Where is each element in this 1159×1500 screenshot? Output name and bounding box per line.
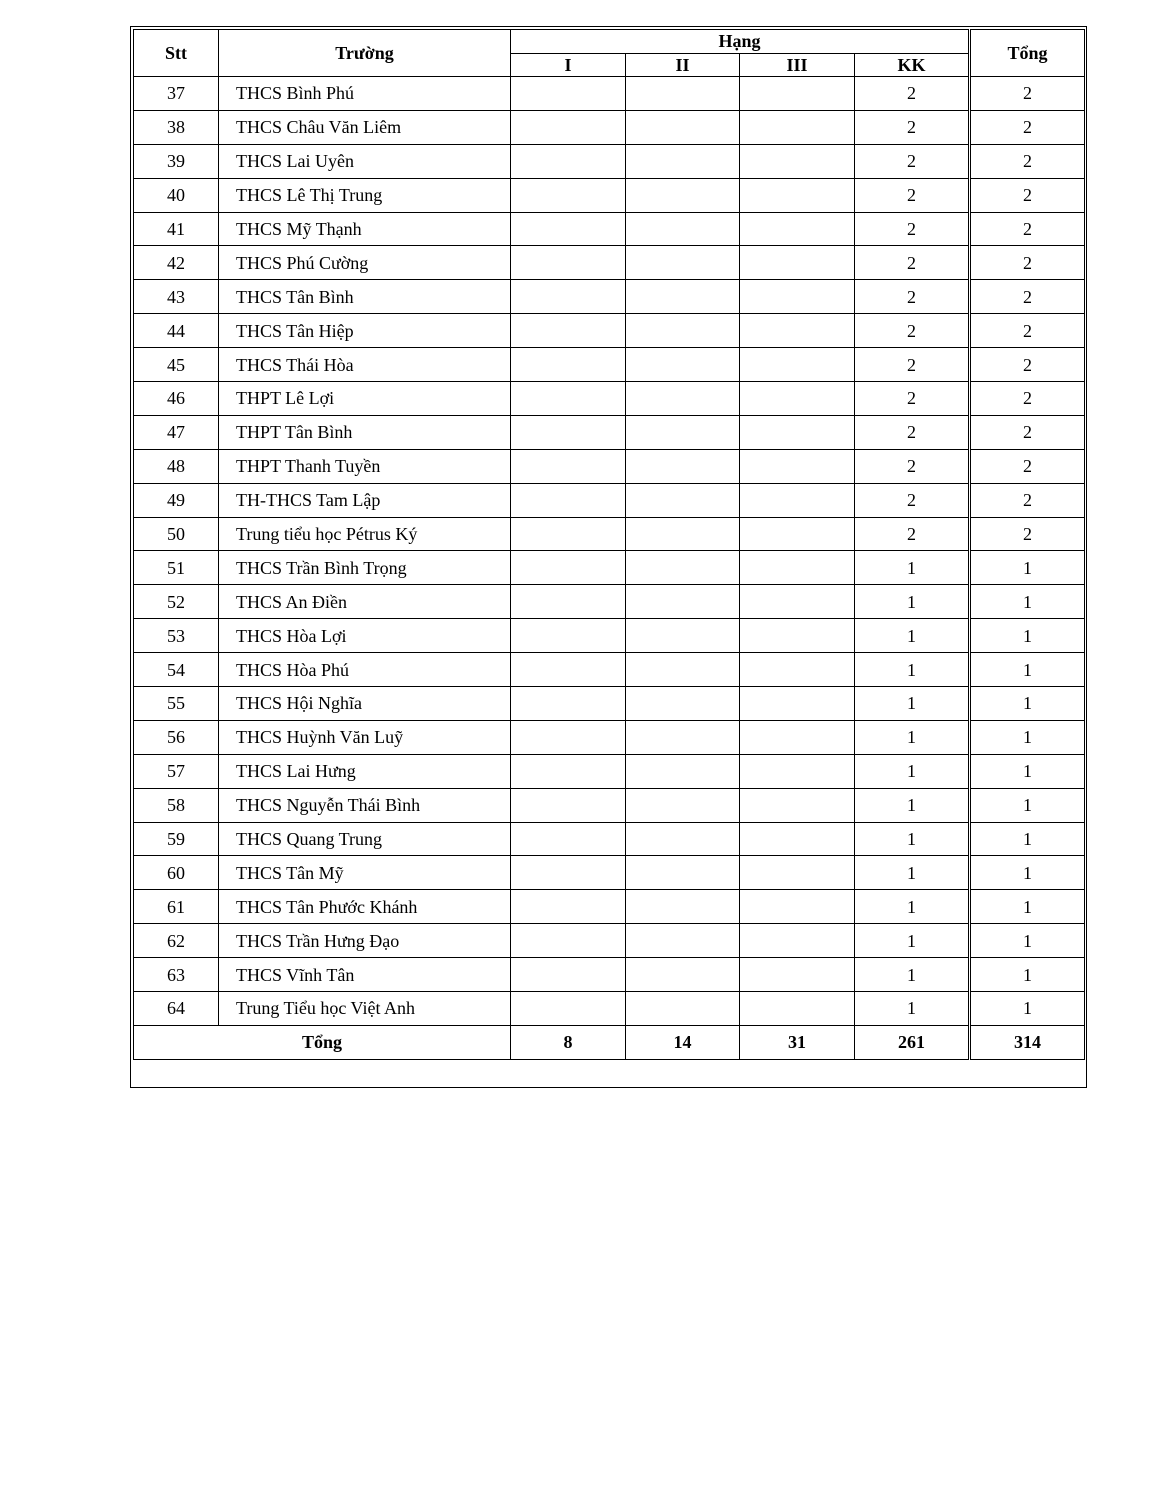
cell-school: THCS Hội Nghĩa — [219, 687, 511, 721]
cell-rank-iii — [740, 144, 855, 178]
cell-rank-ii — [626, 483, 740, 517]
cell-total: 1 — [970, 856, 1085, 890]
cell-rank-kk: 2 — [855, 483, 970, 517]
cell-rank-iii — [740, 653, 855, 687]
table-row — [134, 958, 1085, 992]
table-row — [134, 585, 1085, 619]
cell-rank-ii — [626, 754, 740, 788]
cell-school: THCS Nguyễn Thái Bình — [219, 788, 511, 822]
cell-rank-iii — [740, 517, 855, 551]
cell-rank-iii — [740, 720, 855, 754]
cell-stt: 41 — [134, 212, 219, 246]
cell-rank-ii — [626, 585, 740, 619]
cell-school: THCS Tân Hiệp — [219, 314, 511, 348]
header-tong: Tổng — [970, 30, 1085, 77]
cell-rank-ii — [626, 382, 740, 416]
cell-rank-iii — [740, 314, 855, 348]
cell-rank-ii — [626, 924, 740, 958]
cell-school: THPT Tân Bình — [219, 415, 511, 449]
header-truong: Trường — [219, 30, 511, 77]
cell-school: Trung tiểu học Pétrus Ký — [219, 517, 511, 551]
cell-rank-ii — [626, 449, 740, 483]
header-rank-i: I — [511, 53, 626, 77]
cell-rank-iii — [740, 280, 855, 314]
cell-rank-ii — [626, 619, 740, 653]
cell-rank-i — [511, 517, 626, 551]
cell-stt: 55 — [134, 687, 219, 721]
cell-rank-i — [511, 280, 626, 314]
cell-rank-ii — [626, 212, 740, 246]
totals-label: Tổng — [134, 1025, 511, 1059]
cell-rank-ii — [626, 77, 740, 111]
cell-rank-i — [511, 653, 626, 687]
cell-rank-kk: 1 — [855, 754, 970, 788]
cell-rank-ii — [626, 822, 740, 856]
cell-rank-iii — [740, 449, 855, 483]
cell-rank-ii — [626, 958, 740, 992]
cell-school: THCS Vĩnh Tân — [219, 958, 511, 992]
cell-rank-kk: 1 — [855, 585, 970, 619]
cell-total: 2 — [970, 314, 1085, 348]
cell-total: 2 — [970, 246, 1085, 280]
table-row — [134, 822, 1085, 856]
cell-total: 2 — [970, 415, 1085, 449]
cell-rank-iii — [740, 246, 855, 280]
cell-rank-ii — [626, 246, 740, 280]
totals-kk: 261 — [855, 1025, 970, 1059]
header-stt: Stt — [134, 30, 219, 77]
cell-stt: 61 — [134, 890, 219, 924]
cell-total: 1 — [970, 653, 1085, 687]
cell-total: 2 — [970, 144, 1085, 178]
totals-iii: 31 — [740, 1025, 855, 1059]
table-row — [134, 551, 1085, 585]
cell-school: THPT Lê Lợi — [219, 382, 511, 416]
cell-school: THCS Hòa Lợi — [219, 619, 511, 653]
cell-total: 2 — [970, 517, 1085, 551]
totals-ii: 14 — [626, 1025, 740, 1059]
cell-rank-iii — [740, 110, 855, 144]
table-row — [134, 483, 1085, 517]
cell-rank-ii — [626, 788, 740, 822]
header-rank-kk: KK — [855, 53, 970, 77]
cell-school: THCS Bình Phú — [219, 77, 511, 111]
totals-row — [134, 1025, 1085, 1059]
cell-school: THCS Trần Bình Trọng — [219, 551, 511, 585]
cell-school: THCS Lai Hưng — [219, 754, 511, 788]
cell-school: THCS Quang Trung — [219, 822, 511, 856]
cell-rank-kk: 1 — [855, 924, 970, 958]
cell-rank-iii — [740, 415, 855, 449]
table-row — [134, 890, 1085, 924]
results-table-frame — [130, 26, 1087, 1088]
cell-school: THCS Lê Thị Trung — [219, 178, 511, 212]
table-row — [134, 415, 1085, 449]
cell-school: THCS Thái Hòa — [219, 348, 511, 382]
cell-school: THCS Hòa Phú — [219, 653, 511, 687]
cell-rank-iii — [740, 687, 855, 721]
cell-rank-kk: 2 — [855, 144, 970, 178]
cell-school: TH-THCS Tam Lập — [219, 483, 511, 517]
cell-rank-i — [511, 619, 626, 653]
cell-rank-i — [511, 246, 626, 280]
cell-rank-kk: 2 — [855, 280, 970, 314]
cell-rank-i — [511, 212, 626, 246]
cell-rank-i — [511, 77, 626, 111]
cell-stt: 50 — [134, 517, 219, 551]
cell-rank-i — [511, 382, 626, 416]
cell-rank-ii — [626, 653, 740, 687]
cell-rank-kk: 2 — [855, 449, 970, 483]
cell-total: 2 — [970, 483, 1085, 517]
cell-stt: 62 — [134, 924, 219, 958]
cell-rank-ii — [626, 144, 740, 178]
table-header — [134, 30, 1085, 77]
cell-stt: 53 — [134, 619, 219, 653]
cell-rank-kk: 1 — [855, 687, 970, 721]
table-row — [134, 924, 1085, 958]
cell-total: 2 — [970, 382, 1085, 416]
cell-school: THCS Tân Phước Khánh — [219, 890, 511, 924]
cell-stt: 64 — [134, 992, 219, 1026]
cell-total: 1 — [970, 924, 1085, 958]
cell-rank-i — [511, 110, 626, 144]
cell-rank-kk: 1 — [855, 958, 970, 992]
cell-rank-ii — [626, 178, 740, 212]
cell-rank-kk: 2 — [855, 246, 970, 280]
cell-total: 1 — [970, 958, 1085, 992]
cell-school: THCS An Điền — [219, 585, 511, 619]
table-row — [134, 619, 1085, 653]
header-hang: Hạng — [511, 30, 970, 54]
table-body — [134, 77, 1085, 1026]
cell-rank-i — [511, 687, 626, 721]
cell-stt: 52 — [134, 585, 219, 619]
cell-rank-i — [511, 958, 626, 992]
cell-rank-i — [511, 551, 626, 585]
cell-total: 1 — [970, 992, 1085, 1026]
cell-rank-i — [511, 788, 626, 822]
cell-rank-iii — [740, 619, 855, 653]
totals-i: 8 — [511, 1025, 626, 1059]
table-row — [134, 348, 1085, 382]
cell-rank-kk: 2 — [855, 314, 970, 348]
cell-rank-iii — [740, 585, 855, 619]
cell-total: 2 — [970, 178, 1085, 212]
cell-rank-i — [511, 144, 626, 178]
cell-rank-kk: 1 — [855, 788, 970, 822]
cell-rank-ii — [626, 890, 740, 924]
cell-stt: 47 — [134, 415, 219, 449]
cell-rank-iii — [740, 348, 855, 382]
cell-stt: 57 — [134, 754, 219, 788]
cell-stt: 58 — [134, 788, 219, 822]
cell-stt: 63 — [134, 958, 219, 992]
table-row — [134, 992, 1085, 1026]
cell-rank-ii — [626, 992, 740, 1026]
cell-rank-iii — [740, 483, 855, 517]
cell-rank-kk: 1 — [855, 619, 970, 653]
cell-rank-kk: 2 — [855, 178, 970, 212]
cell-school: THCS Tân Bình — [219, 280, 511, 314]
cell-rank-iii — [740, 958, 855, 992]
cell-total: 1 — [970, 720, 1085, 754]
table-row — [134, 687, 1085, 721]
cell-rank-i — [511, 314, 626, 348]
cell-rank-kk: 2 — [855, 77, 970, 111]
cell-total: 2 — [970, 212, 1085, 246]
cell-total: 1 — [970, 619, 1085, 653]
cell-school: THCS Phú Cường — [219, 246, 511, 280]
cell-rank-iii — [740, 992, 855, 1026]
cell-rank-iii — [740, 382, 855, 416]
cell-rank-i — [511, 415, 626, 449]
cell-total: 2 — [970, 449, 1085, 483]
cell-rank-ii — [626, 110, 740, 144]
table-row — [134, 653, 1085, 687]
cell-rank-ii — [626, 415, 740, 449]
cell-school: THPT Thanh Tuyền — [219, 449, 511, 483]
table-row — [134, 246, 1085, 280]
cell-rank-i — [511, 992, 626, 1026]
table-row — [134, 280, 1085, 314]
table-row — [134, 144, 1085, 178]
cell-total: 2 — [970, 348, 1085, 382]
cell-stt: 49 — [134, 483, 219, 517]
cell-rank-iii — [740, 856, 855, 890]
cell-rank-iii — [740, 822, 855, 856]
cell-rank-ii — [626, 687, 740, 721]
cell-rank-ii — [626, 551, 740, 585]
cell-stt: 51 — [134, 551, 219, 585]
cell-rank-i — [511, 483, 626, 517]
table-row — [134, 449, 1085, 483]
cell-rank-iii — [740, 924, 855, 958]
cell-stt: 54 — [134, 653, 219, 687]
cell-rank-iii — [740, 551, 855, 585]
cell-rank-ii — [626, 314, 740, 348]
table-row — [134, 754, 1085, 788]
results-table — [133, 29, 1085, 1060]
cell-stt: 40 — [134, 178, 219, 212]
cell-rank-i — [511, 924, 626, 958]
cell-rank-i — [511, 822, 626, 856]
cell-rank-iii — [740, 890, 855, 924]
cell-rank-ii — [626, 517, 740, 551]
cell-rank-kk: 2 — [855, 382, 970, 416]
cell-stt: 59 — [134, 822, 219, 856]
cell-total: 2 — [970, 280, 1085, 314]
cell-school: THCS Trần Hưng Đạo — [219, 924, 511, 958]
table-row — [134, 788, 1085, 822]
cell-rank-iii — [740, 788, 855, 822]
cell-total: 1 — [970, 822, 1085, 856]
cell-stt: 46 — [134, 382, 219, 416]
cell-rank-i — [511, 856, 626, 890]
cell-rank-kk: 1 — [855, 822, 970, 856]
cell-stt: 45 — [134, 348, 219, 382]
cell-total: 2 — [970, 77, 1085, 111]
table-row — [134, 517, 1085, 551]
totals-total: 314 — [970, 1025, 1085, 1059]
table-row — [134, 77, 1085, 111]
cell-rank-kk: 1 — [855, 856, 970, 890]
cell-total: 2 — [970, 110, 1085, 144]
cell-rank-i — [511, 754, 626, 788]
cell-school: Trung Tiểu học Việt Anh — [219, 992, 511, 1026]
cell-stt: 37 — [134, 77, 219, 111]
table-row — [134, 212, 1085, 246]
cell-rank-ii — [626, 720, 740, 754]
table-row — [134, 178, 1085, 212]
cell-stt: 44 — [134, 314, 219, 348]
cell-rank-kk: 2 — [855, 348, 970, 382]
header-rank-ii: II — [626, 53, 740, 77]
cell-rank-ii — [626, 856, 740, 890]
cell-rank-kk: 1 — [855, 551, 970, 585]
cell-stt: 39 — [134, 144, 219, 178]
cell-rank-iii — [740, 212, 855, 246]
cell-rank-iii — [740, 178, 855, 212]
cell-rank-i — [511, 348, 626, 382]
cell-rank-kk: 1 — [855, 890, 970, 924]
cell-school: THCS Tân Mỹ — [219, 856, 511, 890]
cell-rank-i — [511, 449, 626, 483]
table-row — [134, 314, 1085, 348]
cell-total: 1 — [970, 585, 1085, 619]
cell-total: 1 — [970, 890, 1085, 924]
cell-school: THCS Lai Uyên — [219, 144, 511, 178]
cell-school: THCS Mỹ Thạnh — [219, 212, 511, 246]
cell-total: 1 — [970, 551, 1085, 585]
cell-rank-kk: 1 — [855, 992, 970, 1026]
table-row — [134, 110, 1085, 144]
cell-total: 1 — [970, 687, 1085, 721]
table-row — [134, 856, 1085, 890]
cell-rank-iii — [740, 77, 855, 111]
cell-rank-i — [511, 585, 626, 619]
cell-total: 1 — [970, 754, 1085, 788]
cell-school: THCS Châu Văn Liêm — [219, 110, 511, 144]
cell-stt: 43 — [134, 280, 219, 314]
cell-rank-i — [511, 720, 626, 754]
cell-stt: 60 — [134, 856, 219, 890]
cell-stt: 48 — [134, 449, 219, 483]
cell-rank-i — [511, 890, 626, 924]
cell-stt: 42 — [134, 246, 219, 280]
table-row — [134, 720, 1085, 754]
cell-rank-iii — [740, 754, 855, 788]
cell-rank-i — [511, 178, 626, 212]
cell-rank-kk: 2 — [855, 212, 970, 246]
cell-rank-ii — [626, 280, 740, 314]
cell-rank-ii — [626, 348, 740, 382]
table-row — [134, 382, 1085, 416]
cell-stt: 56 — [134, 720, 219, 754]
cell-rank-kk: 2 — [855, 415, 970, 449]
cell-rank-kk: 1 — [855, 720, 970, 754]
cell-rank-kk: 2 — [855, 517, 970, 551]
cell-school: THCS Huỳnh Văn Luỹ — [219, 720, 511, 754]
cell-rank-kk: 1 — [855, 653, 970, 687]
header-rank-iii: III — [740, 53, 855, 77]
cell-total: 1 — [970, 788, 1085, 822]
cell-rank-kk: 2 — [855, 110, 970, 144]
cell-stt: 38 — [134, 110, 219, 144]
